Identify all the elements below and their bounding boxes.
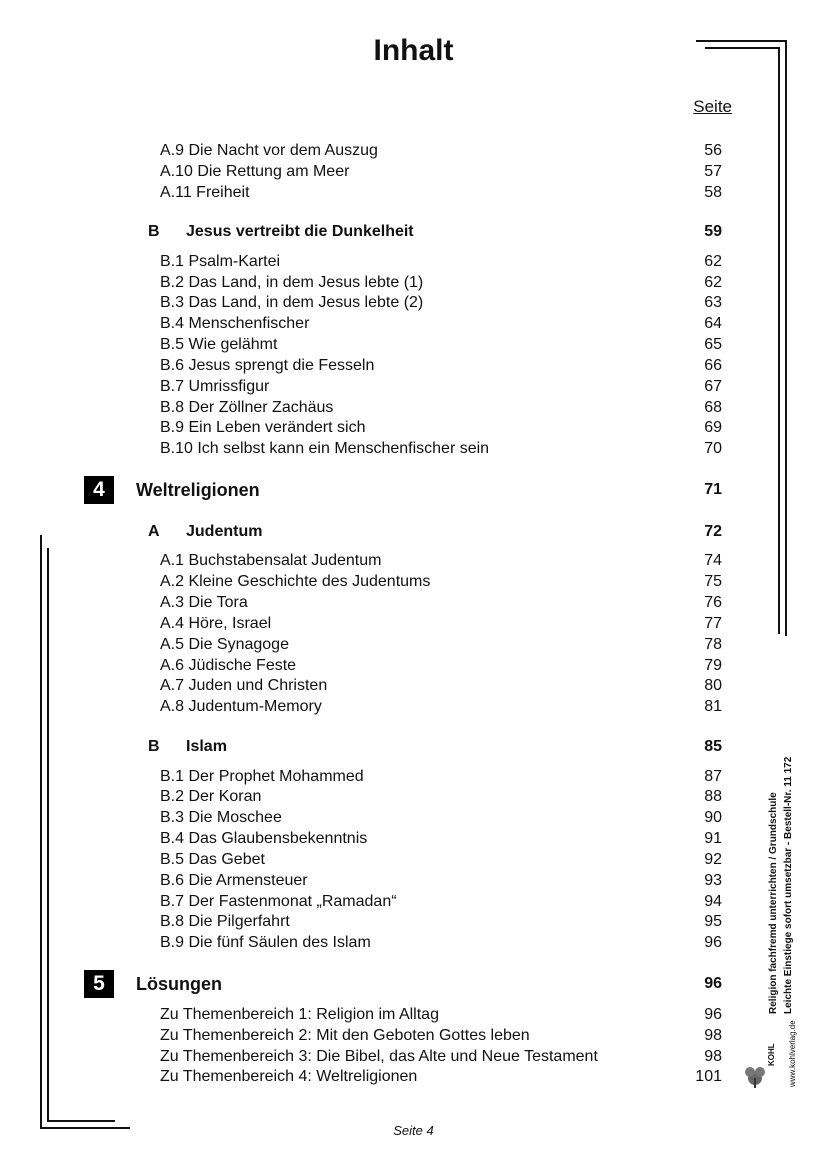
toc-item: B.10 Ich selbst kann ein Menschenfischer sein 70 xyxy=(160,440,722,457)
toc-item: B.3 Das Land, in dem Jesus lebte (2) 63 xyxy=(160,294,722,311)
toc-item: B.1 Psalm-Kartei 62 xyxy=(160,253,722,270)
toc-subsection-heading: B Jesus vertreibt die Dunkelheit 59 xyxy=(148,223,722,240)
chapter-number-badge: 4 xyxy=(84,476,114,504)
frame-right-vertical-outer xyxy=(785,40,787,636)
publisher-logo-text: KOHL xyxy=(767,1043,776,1066)
toc-subsection-heading: A Judentum 72 xyxy=(148,523,722,540)
frame-left-vertical-outer xyxy=(40,535,42,1129)
toc-chapter-heading: 5 Lösungen 96 xyxy=(84,970,722,998)
toc-item: B.9 Ein Leben verändert sich 69 xyxy=(160,419,722,436)
sidebar-publisher-url: www.kohlverlag.de xyxy=(788,1020,797,1087)
toc-item: A.9 Die Nacht vor dem Auszug 56 xyxy=(160,142,722,159)
toc-item: B.7 Umrissfigur 67 xyxy=(160,378,722,395)
page-footer: Seite 4 xyxy=(393,1123,434,1138)
page-column-header: Seite xyxy=(693,97,732,116)
toc-item: B.7 Der Fastenmonat „Ramadan“ 94 xyxy=(160,893,722,910)
toc-item: Zu Themenbereich 1: Religion im Alltag 96 xyxy=(160,1006,722,1023)
toc-item: Zu Themenbereich 2: Mit den Geboten Gottes leben 98 xyxy=(160,1027,722,1044)
toc-item: A.8 Judentum-Memory 81 xyxy=(160,698,722,715)
frame-left-vertical-inner xyxy=(47,548,49,1122)
toc-item: B.4 Das Glaubensbekenntnis 91 xyxy=(160,830,722,847)
toc-item: B.2 Das Land, in dem Jesus lebte (1) 62 xyxy=(160,274,722,291)
sidebar-series-line2: Leichte Einstiege sofort umsetzbar - Bestell-Nr. 11 172 xyxy=(783,756,794,1014)
frame-right-vertical-inner xyxy=(778,47,780,634)
toc-item: Zu Themenbereich 3: Die Bibel, das Alte und Neue Testament 98 xyxy=(160,1048,722,1065)
toc-item: A.2 Kleine Geschichte des Judentums 75 xyxy=(160,573,722,590)
toc-item: B.1 Der Prophet Mohammed 87 xyxy=(160,768,722,785)
publisher-logo xyxy=(744,1022,776,1090)
toc-item: A.11 Freiheit 58 xyxy=(160,184,722,201)
toc-item: A.7 Juden und Christen 80 xyxy=(160,677,722,694)
toc-item: B.5 Wie gelähmt 65 xyxy=(160,336,722,353)
toc-item: A.10 Die Rettung am Meer 57 xyxy=(160,163,722,180)
toc-item: B.8 Die Pilgerfahrt 95 xyxy=(160,913,722,930)
toc-item: B.6 Jesus sprengt die Fesseln 66 xyxy=(160,357,722,374)
chapter-number-badge: 5 xyxy=(84,970,114,998)
toc-item: A.1 Buchstabensalat Judentum 74 xyxy=(160,552,722,569)
sidebar-series-line1: Religion fachfremd unterrichten / Grundschule xyxy=(768,792,779,1014)
frame-bottom-left-inner xyxy=(47,1120,115,1122)
toc-subsection-heading: B Islam 85 xyxy=(148,738,722,755)
toc-item: B.5 Das Gebet 92 xyxy=(160,851,722,868)
toc-item: A.4 Höre, Israel 77 xyxy=(160,615,722,632)
toc-item: A.5 Die Synagoge 78 xyxy=(160,636,722,653)
toc-chapter-heading: 4 Weltreligionen 71 xyxy=(84,476,722,504)
toc-item: Zu Themenbereich 4: Weltreligionen 101 xyxy=(160,1068,722,1085)
toc-item: B.3 Die Moschee 90 xyxy=(160,809,722,826)
toc-item: B.6 Die Armensteuer 93 xyxy=(160,872,722,889)
page-title: Inhalt xyxy=(373,34,454,67)
toc-item: B.2 Der Koran 88 xyxy=(160,788,722,805)
toc-item: B.9 Die fünf Säulen des Islam 96 xyxy=(160,934,722,951)
toc-item: A.3 Die Tora 76 xyxy=(160,594,722,611)
toc-item: B.4 Menschenfischer 64 xyxy=(160,315,722,332)
toc-item: A.6 Jüdische Feste 79 xyxy=(160,657,722,674)
toc-item: B.8 Der Zöllner Zachäus 68 xyxy=(160,399,722,416)
